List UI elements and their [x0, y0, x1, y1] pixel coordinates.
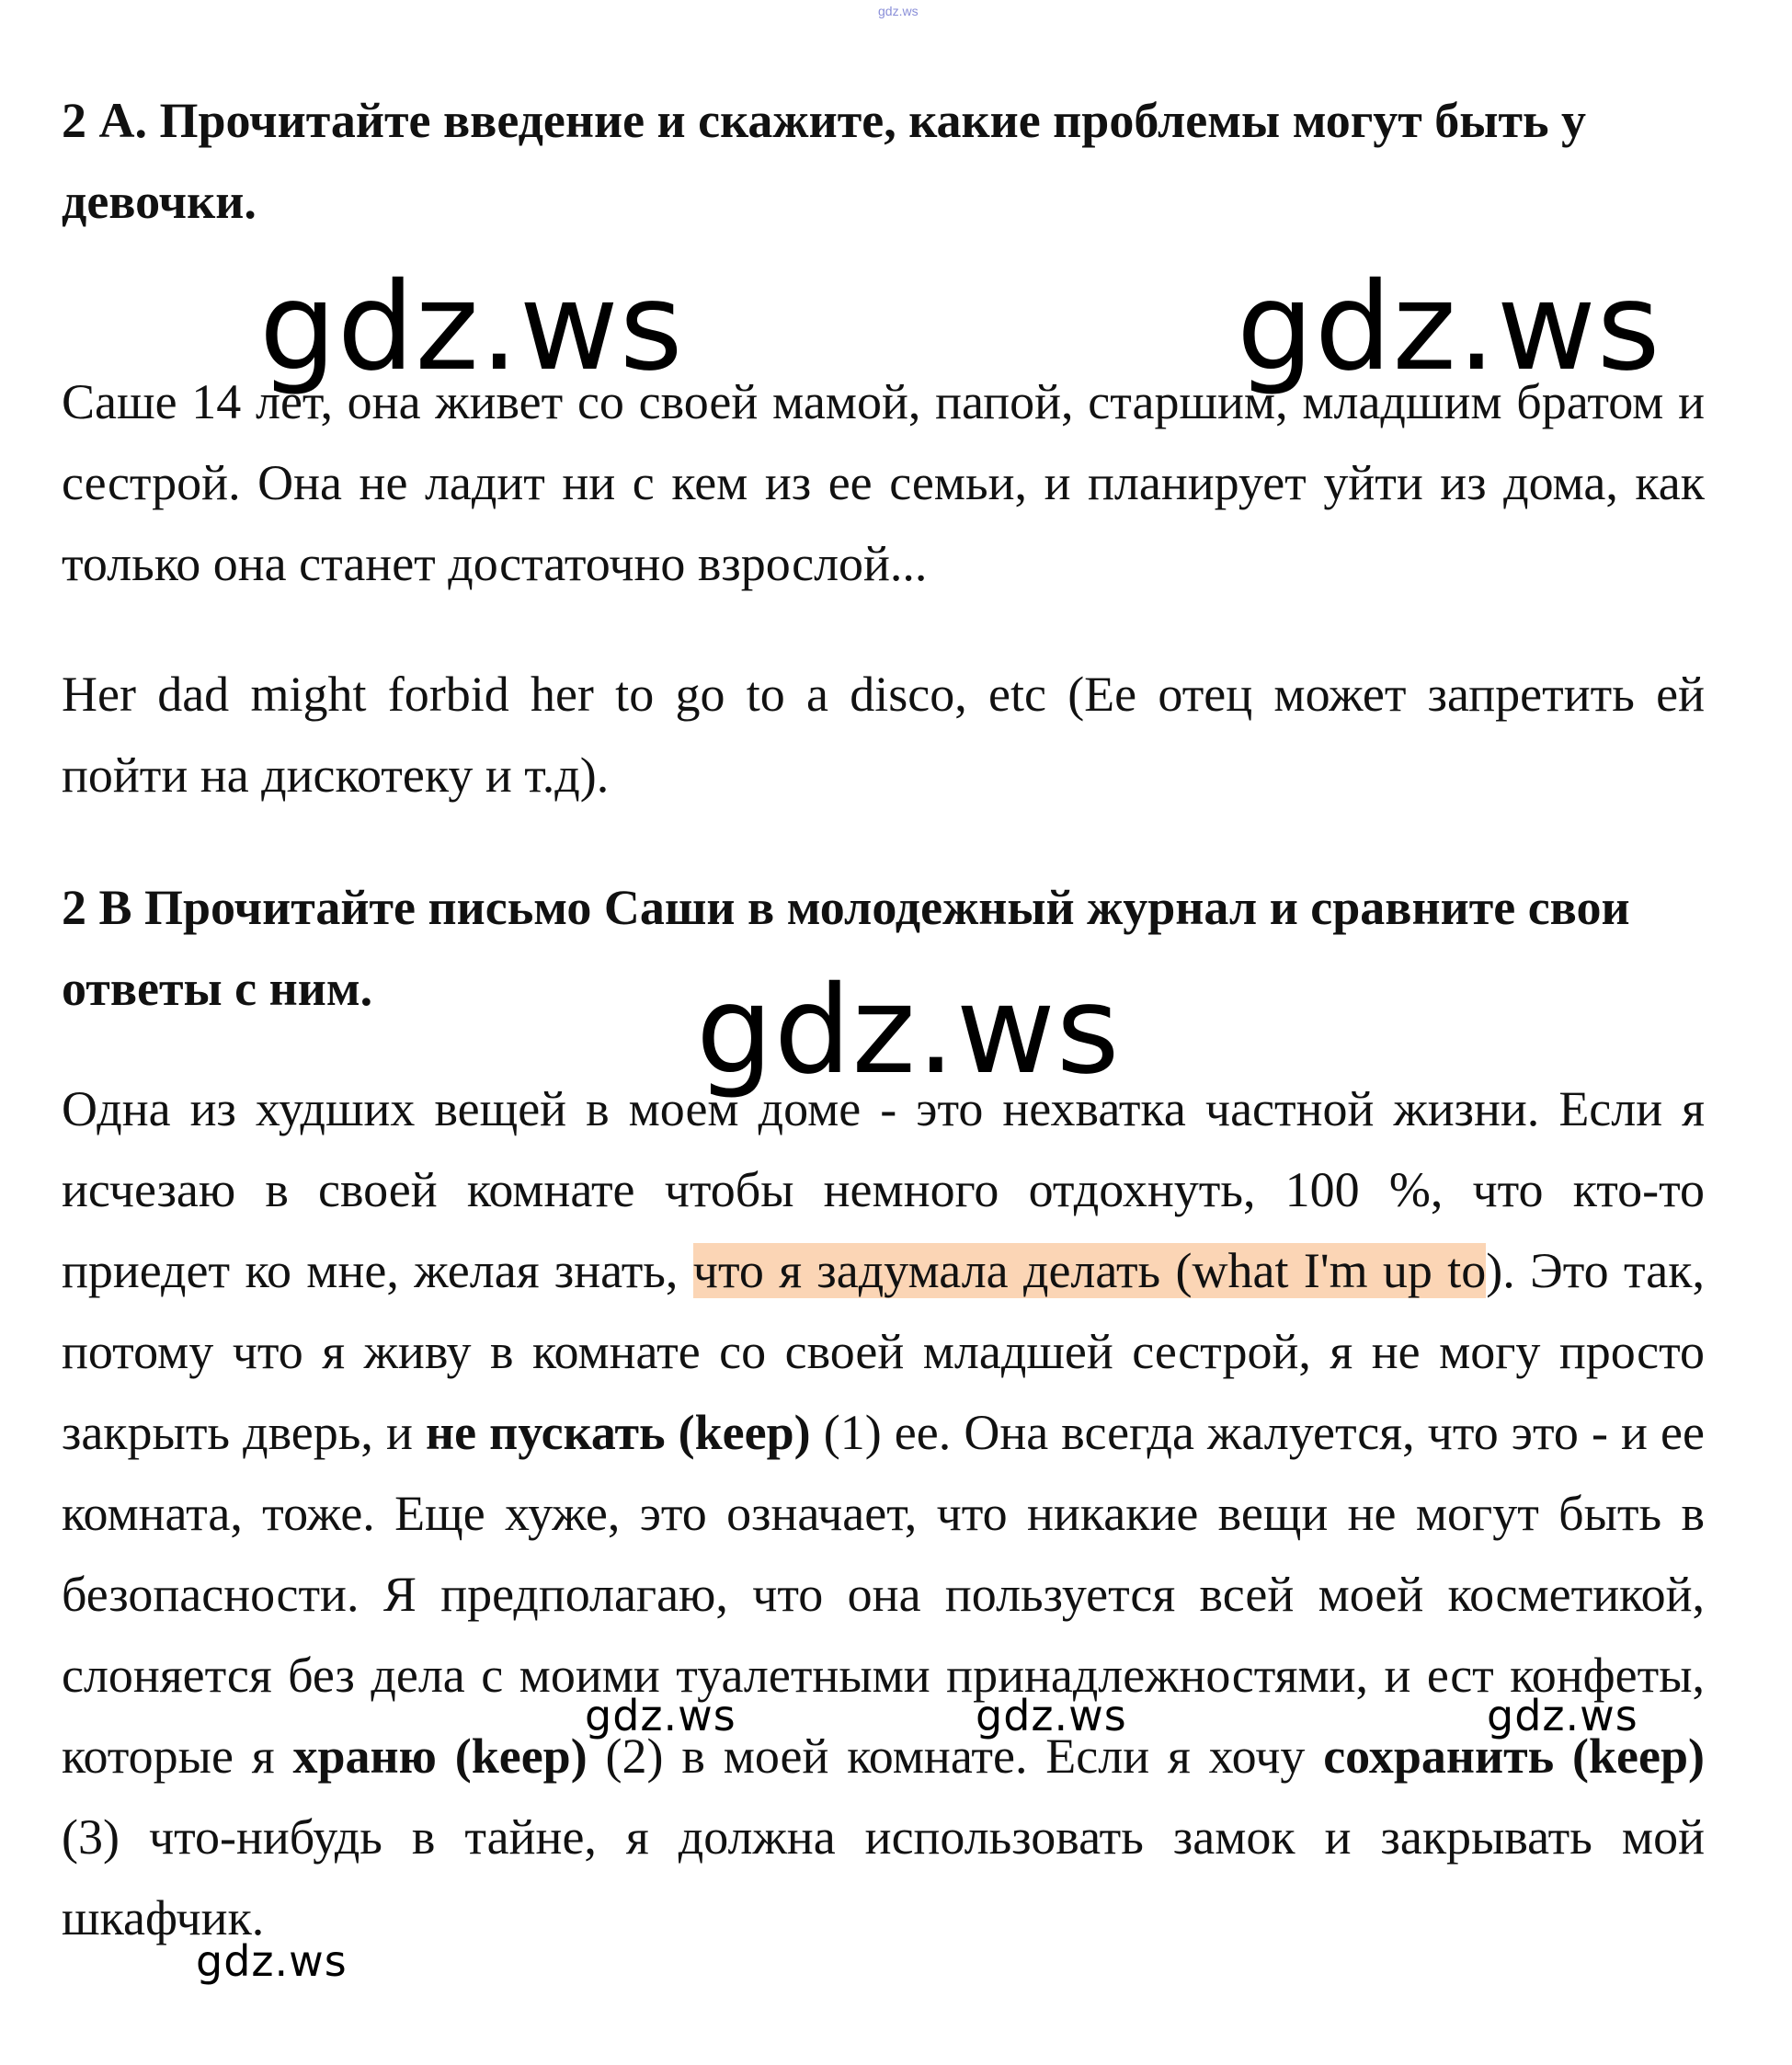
section-a-intro: Саше 14 лет, она живет со своей мамой, папой, старшим, младшим братом и сестрой. Она не ладит ни с кем из ее семьи, и планирует уйти из дома, как только она станет достаточно взрослой... — [62, 374, 1705, 591]
watermark: gdz.ws — [976, 1691, 1127, 1740]
watermark: gdz.ws — [196, 1936, 348, 1986]
watermark: gdz.ws — [1487, 1691, 1638, 1740]
keep-term-1: не пускать (keep) — [425, 1405, 811, 1460]
section-a-answer: Her dad might forbid her to go to a disco, etc (Ее отец может запретить ей пойти на дискотеку и т.д). — [62, 667, 1705, 803]
letter-text-3: (1) ее. Она всегда жалуется, что это - и ее комната, тоже. Еще хуже, это означает, что никакие вещи не могут быть в безопасности. Я предполагаю, что она пользуется всей моей косметикой, слоняется без дела с моими туалетными принадлежностями, и ест конфеты, которые я — [62, 1405, 1705, 1784]
keep-term-2: храню (keep) — [292, 1728, 588, 1784]
letter-text-5: (3) что-нибудь в тайне, я должна использовать замок и закрывать мой шкафчик. — [62, 1809, 1705, 1945]
letter-text-2: ). Это так, потому что я живу в комнате со своей младшей сестрой, я не могу просто закрыть дверь, и — [62, 1243, 1706, 1460]
watermark: gdz.ws — [585, 1691, 736, 1740]
watermark: gdz.ws — [259, 257, 684, 398]
keep-term-3: сохранить (keep) — [1323, 1728, 1706, 1784]
highlighted-phrase: что я задумала делать (what I'm up to — [692, 1243, 1487, 1298]
watermark: gdz.ws — [1237, 257, 1661, 398]
section-a-heading: 2 А. Прочитайте введение и скажите, какие проблемы могут быть у девочки. — [62, 93, 1587, 229]
top-site-mark: gdz.ws — [878, 4, 919, 18]
section-b-heading: 2 В Прочитайте письмо Саши в молодежный журнал и сравните свои ответы с ним. — [62, 880, 1630, 1016]
section-b-letter — [62, 1068, 1705, 1958]
watermark: gdz.ws — [696, 960, 1121, 1101]
letter-text-1: Одна из худших вещей в моем доме - это нехватка частной жизни. Если я исчезаю в своей комнате чтобы немного отдохнуть, 100 %, что кто-то приедет ко мне, желая знать, — [62, 1081, 1705, 1298]
letter-text-4: (2) в моей комнате. Если я хочу — [587, 1728, 1324, 1784]
